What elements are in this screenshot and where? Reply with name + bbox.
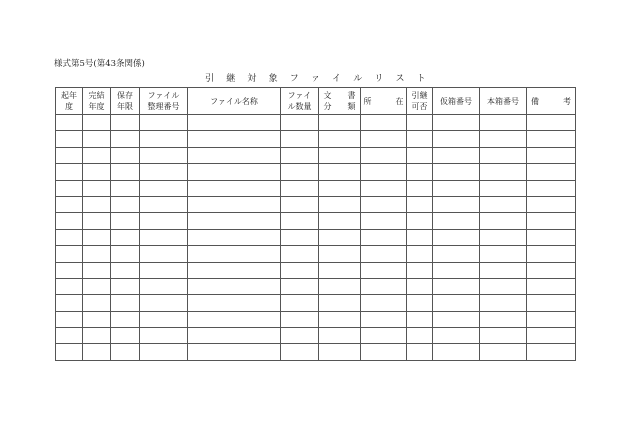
table-cell [56,278,83,294]
header-label: 備 考 [531,96,571,106]
table-cell [111,229,140,245]
table-cell [407,131,433,147]
header-label: 引継 可否 [411,91,428,111]
table-cell [407,115,433,131]
transfer-file-list-table [55,87,576,361]
table-cell [83,115,111,131]
table-cell [407,229,433,245]
table-cell [188,328,281,344]
table-cell [281,246,319,262]
table-cell [111,262,140,278]
table-cell [188,295,281,311]
table-cell [56,311,83,327]
table-cell [281,344,319,360]
table-cell [480,262,527,278]
table-cell [361,295,407,311]
table-cell [188,213,281,229]
table-cell [361,164,407,180]
col-header-remarks [527,88,576,115]
table-cell [140,164,188,180]
table-cell [281,311,319,327]
table-cell [361,246,407,262]
table-cell [361,213,407,229]
table-cell [281,328,319,344]
table-cell [527,229,576,245]
table-cell [527,278,576,294]
table-cell [83,229,111,245]
table-cell [140,180,188,196]
table-cell [83,180,111,196]
table-cell [527,311,576,327]
table-cell [361,328,407,344]
table-cell [111,115,140,131]
table-cell [480,196,527,212]
header-label: ファイル 整理番号 [147,91,180,111]
col-header-temp-box-number [433,88,480,115]
table-cell [319,262,361,278]
table-cell [83,262,111,278]
table-cell [480,115,527,131]
table-cell [111,196,140,212]
table-row [56,262,576,278]
table-cell [111,180,140,196]
table-cell [361,180,407,196]
table-cell [111,278,140,294]
table-cell [111,311,140,327]
table-cell [480,328,527,344]
table-cell [361,344,407,360]
table-cell [319,147,361,163]
table-cell [527,344,576,360]
table-cell [111,164,140,180]
table-cell [83,328,111,344]
header-label: 仮箱番号 [440,96,472,106]
table-cell [527,246,576,262]
table-cell [188,131,281,147]
table-cell [56,213,83,229]
table-cell [319,180,361,196]
table-cell [433,278,480,294]
table-cell [188,164,281,180]
table-cell [407,164,433,180]
table-cell [83,131,111,147]
header-label: 保存 年限 [117,91,133,111]
table-cell [188,229,281,245]
table-cell [480,295,527,311]
table-cell [281,262,319,278]
table-cell [527,213,576,229]
table-cell [480,278,527,294]
table-cell [319,131,361,147]
table-row [56,328,576,344]
form-title: 引継対象ファイルリスト [205,74,438,84]
table-row [56,180,576,196]
header-label: 所 在 [363,96,404,106]
header-label: ファイル名称 [210,96,258,106]
table-cell [56,115,83,131]
table-cell [319,295,361,311]
table-cell [527,131,576,147]
table-cell [188,246,281,262]
table-cell [281,180,319,196]
table-cell [433,180,480,196]
table-cell [480,131,527,147]
table-cell [56,262,83,278]
table-cell [527,147,576,163]
table-cell [480,147,527,163]
table-cell [140,295,188,311]
form-number-label: 様式第5号(第43条関係) [54,59,145,69]
table-cell [433,164,480,180]
table-cell [56,180,83,196]
table-cell [140,131,188,147]
table-cell [111,295,140,311]
table-header-row [56,88,576,115]
col-header-file-number [140,88,188,115]
table-cell [111,131,140,147]
table-cell [56,131,83,147]
table-cell [480,213,527,229]
table-cell [56,147,83,163]
table-cell [319,311,361,327]
col-header-location [361,88,407,115]
header-label: ファイ ル数量 [287,91,312,111]
table-cell [140,311,188,327]
table-body [56,115,576,361]
table-cell [281,147,319,163]
table-cell [361,278,407,294]
table-cell [361,262,407,278]
table-cell [480,311,527,327]
table-cell [527,262,576,278]
table-row [56,246,576,262]
table-cell [111,213,140,229]
table-cell [433,213,480,229]
table-cell [111,328,140,344]
table-cell [56,295,83,311]
table-cell [140,213,188,229]
table-cell [433,147,480,163]
table-cell [140,262,188,278]
table-cell [433,344,480,360]
table-cell [407,278,433,294]
table-cell [140,278,188,294]
table-cell [407,180,433,196]
table-cell [140,115,188,131]
table-cell [188,278,281,294]
table-cell [361,131,407,147]
table-cell [407,262,433,278]
table-cell [83,246,111,262]
table-cell [281,278,319,294]
table-cell [433,262,480,278]
table-cell [83,213,111,229]
col-header-file-name [188,88,281,115]
table-cell [188,115,281,131]
table-cell [407,328,433,344]
col-header-retention-period [111,88,140,115]
table-cell [527,328,576,344]
table-cell [361,115,407,131]
table-cell [407,246,433,262]
table-cell [527,164,576,180]
table-cell [140,196,188,212]
header-label: 起年 度 [61,91,77,111]
table-cell [361,196,407,212]
header-label: 文 書 分 類 [323,91,356,111]
table-cell [433,196,480,212]
table-cell [480,180,527,196]
table-cell [188,147,281,163]
table-cell [111,147,140,163]
table-row [56,344,576,360]
table-cell [433,115,480,131]
table-cell [480,229,527,245]
table-cell [83,147,111,163]
col-header-box-number [480,88,527,115]
table-cell [433,311,480,327]
table-cell [281,131,319,147]
table-row [56,295,576,311]
table-cell [319,328,361,344]
table-cell [527,196,576,212]
table-cell [480,344,527,360]
table-cell [433,295,480,311]
table-cell [281,164,319,180]
table-cell [188,344,281,360]
table-cell [407,147,433,163]
table-row [56,213,576,229]
header-label: 完結 年度 [88,91,105,111]
table-cell [188,311,281,327]
table-cell [56,344,83,360]
table-cell [111,344,140,360]
table-cell [407,344,433,360]
table-cell [319,246,361,262]
table-cell [281,229,319,245]
table-cell [83,278,111,294]
header-label: 本箱番号 [487,96,519,106]
table-cell [319,213,361,229]
table-row [56,311,576,327]
table-row [56,131,576,147]
col-header-document-category [319,88,361,115]
table-cell [281,295,319,311]
table-cell [527,295,576,311]
table-row [56,196,576,212]
table-row [56,115,576,131]
table-cell [433,229,480,245]
col-header-completion-year [83,88,111,115]
table-cell [56,196,83,212]
table-cell [83,164,111,180]
table-cell [188,196,281,212]
table-cell [188,262,281,278]
table-cell [433,131,480,147]
table-cell [361,147,407,163]
table-cell [56,246,83,262]
table-cell [281,213,319,229]
table-cell [433,328,480,344]
table-cell [319,229,361,245]
table-cell [83,344,111,360]
table-cell [56,328,83,344]
table-cell [480,164,527,180]
table-cell [361,311,407,327]
col-header-transfer-ok [407,88,433,115]
table-cell [140,344,188,360]
table-cell [407,295,433,311]
table-cell [83,311,111,327]
table-cell [433,246,480,262]
table-cell [140,147,188,163]
table-cell [407,213,433,229]
table-cell [83,295,111,311]
table-cell [140,328,188,344]
table-cell [480,246,527,262]
table-cell [319,278,361,294]
table-cell [407,311,433,327]
table-cell [361,229,407,245]
table-cell [140,246,188,262]
table-cell [527,180,576,196]
table-cell [319,344,361,360]
table-row [56,229,576,245]
table-cell [527,115,576,131]
table-cell [188,180,281,196]
table-row [56,278,576,294]
table-cell [319,196,361,212]
table-row [56,147,576,163]
col-header-start-year [56,88,83,115]
table-cell [56,164,83,180]
table-cell [111,246,140,262]
table-cell [281,196,319,212]
table-cell [319,115,361,131]
table-cell [56,229,83,245]
table-cell [83,196,111,212]
table-cell [140,229,188,245]
table-cell [281,115,319,131]
table-cell [407,196,433,212]
table-row [56,164,576,180]
table-cell [319,164,361,180]
col-header-file-count [281,88,319,115]
